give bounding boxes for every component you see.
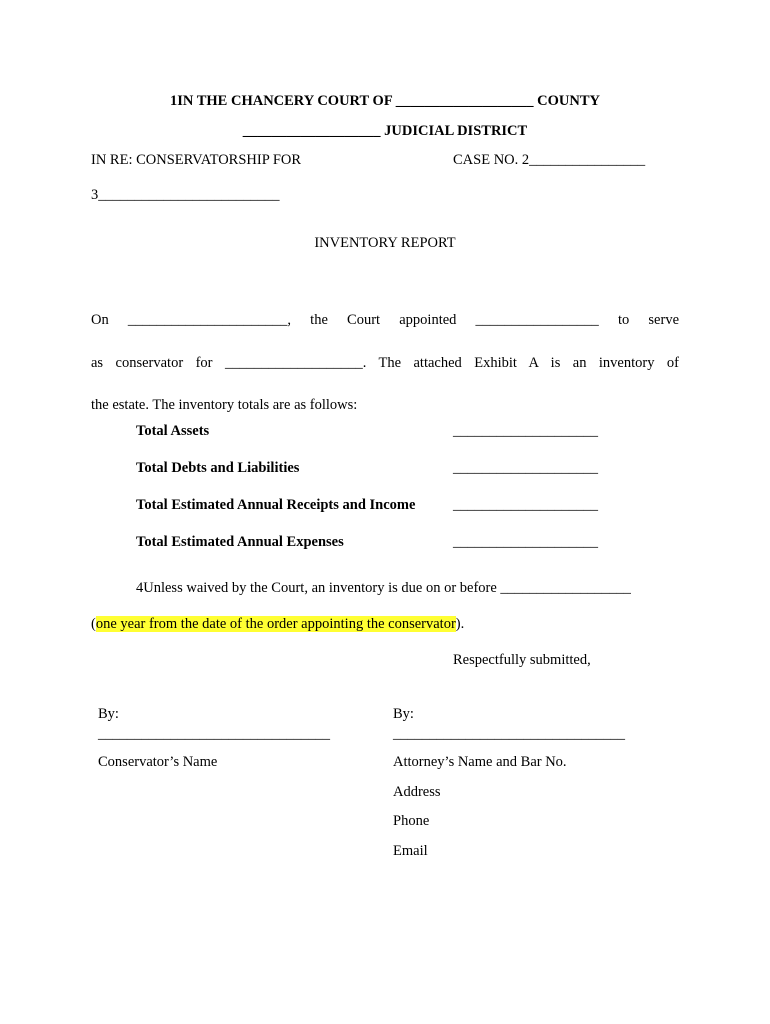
- attorney-by-label: By:: [393, 706, 414, 722]
- conservator-signature-line: ________________________________: [98, 726, 330, 742]
- conservator-by-label: By:: [98, 706, 119, 722]
- due-date-sentence: 4Unless waived by the Court, an inventory is due on or before __________________: [136, 580, 631, 596]
- court-title-line1: 1IN THE CHANCERY COURT OF ___________________ COUNTY: [170, 93, 600, 109]
- body-paragraph-line2: as conservator for ___________________. The attached Exhibit A is an inventory of: [91, 355, 679, 371]
- total-receipts-label: Total Estimated Annual Receipts and Income: [136, 497, 416, 513]
- attorney-address-label: Address: [393, 784, 441, 800]
- in-re-label: IN RE: CONSERVATORSHIP FOR: [91, 152, 302, 168]
- body-paragraph-line3: the estate. The inventory totals are as follows:: [91, 397, 358, 413]
- case-number: CASE NO. 2________________: [453, 152, 646, 168]
- report-title: INVENTORY REPORT: [314, 235, 456, 251]
- total-assets-label: Total Assets: [136, 423, 210, 439]
- attorney-name-label: Attorney’s Name and Bar No.: [393, 754, 567, 770]
- open-paren: (: [91, 616, 96, 632]
- close-paren: ).: [455, 616, 465, 632]
- closing-text: Respectfully submitted,: [453, 652, 591, 668]
- total-expenses-blank: ____________________: [453, 534, 598, 550]
- conservator-name-label: Conservator’s Name: [98, 754, 218, 770]
- attorney-email-label: Email: [393, 843, 428, 859]
- ward-name-line: 3_________________________: [91, 187, 280, 203]
- total-receipts-blank: ____________________: [453, 497, 598, 513]
- total-expenses-label: Total Estimated Annual Expenses: [136, 534, 344, 550]
- highlighted-note: one year from the date of the order appointing the conservator: [95, 616, 456, 632]
- total-debts-label: Total Debts and Liabilities: [136, 460, 300, 476]
- court-title-line2: ___________________ JUDICIAL DISTRICT: [242, 123, 528, 139]
- attorney-phone-label: Phone: [393, 813, 430, 829]
- due-date-note: [91, 616, 464, 633]
- attorney-signature-line: ________________________________: [393, 726, 625, 742]
- body-paragraph-line1: On ______________________, the Court appointed _________________ to serve: [91, 312, 679, 328]
- total-assets-blank: ____________________: [453, 423, 598, 439]
- total-debts-blank: ____________________: [453, 460, 598, 476]
